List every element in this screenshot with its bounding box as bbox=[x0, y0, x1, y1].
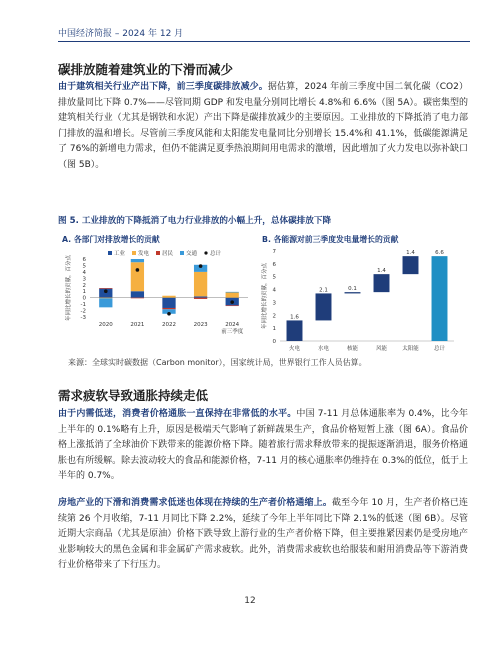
bar-segment bbox=[226, 292, 239, 293]
waterfall-bar bbox=[432, 256, 448, 341]
bar-segment bbox=[226, 293, 239, 298]
bar-segment bbox=[99, 298, 112, 299]
paragraph-lead: 房地产业的下滑和消费需求低迷也体现在持续的生产者价格通缩上。 bbox=[58, 498, 332, 508]
bar-segment bbox=[99, 288, 112, 289]
y-tick-label: 6 bbox=[272, 261, 276, 268]
y-tick-label: 5 bbox=[272, 274, 276, 281]
figure-source: 来源：全球实时碳数据（Carbon monitor），国家统计局，世界银行工作人员估算。 bbox=[68, 358, 367, 367]
total-marker bbox=[230, 300, 234, 304]
x-tick-label: 2022 bbox=[162, 322, 176, 328]
bar-segment bbox=[162, 296, 175, 298]
data-label: 1.6 bbox=[290, 314, 299, 321]
x-tick-label: 风能 bbox=[375, 346, 388, 352]
y-tick-label: 7 bbox=[272, 249, 276, 255]
x-tick-sublabel: 前三季度 bbox=[221, 329, 244, 335]
paragraph-body: 据估算，2024 年前三季度中国二氧化碳（CO2）排放量同比下降 0.7%——尽管同期 GDP 和发电量分别同比增长 4.8%和 6.6%（图 5A）。碳密集型的建筑相关行业（尤其是钢铁和水泥）产出下降是碳排放减少的主要原因。工业排放的下降抵消了电力部门排放的温和增长。尽管前三季度风能和太阳能发电量同比分别增长 15.4%和 41.1%，低碳能源满足了 76%的新增电力需求，但仍不能满足夏季热浪期间用电需求的激增，因此增加了火力发电以弥补缺口（图 5B）。 bbox=[58, 82, 468, 170]
legend-swatch-total bbox=[204, 251, 207, 254]
section-heading-inflation: 需求疲软导致通胀持续走低 bbox=[58, 388, 209, 403]
y-tick-label: 1 bbox=[82, 289, 86, 296]
paragraph-emissions bbox=[58, 80, 468, 173]
page-number: 12 bbox=[244, 596, 256, 606]
y-tick-label: 2 bbox=[272, 313, 276, 320]
x-tick-label: 核能 bbox=[346, 346, 359, 352]
data-label: 1.4 bbox=[377, 268, 386, 275]
y-tick-label: 5 bbox=[82, 263, 86, 270]
chart-a-title: A. 各部门对排放增长的贡献 bbox=[62, 235, 160, 244]
data-label: 6.6 bbox=[435, 250, 444, 257]
legend-swatch bbox=[108, 251, 112, 255]
chart-a-sector-contributions bbox=[60, 245, 255, 355]
total-marker bbox=[167, 312, 171, 316]
y-axis-label: 年同比增长的贡献，百分点 bbox=[66, 254, 72, 322]
total-marker bbox=[136, 268, 140, 272]
data-label: 2.1 bbox=[319, 287, 328, 294]
total-marker bbox=[104, 289, 108, 293]
bar-segment bbox=[162, 298, 175, 308]
waterfall-bar bbox=[403, 256, 419, 274]
legend-label: 工业 bbox=[114, 251, 126, 257]
x-tick-label: 2020 bbox=[98, 322, 113, 328]
chart-b-power-generation-contributions bbox=[258, 245, 458, 355]
bar-segment bbox=[226, 305, 239, 306]
legend-label: 居民 bbox=[162, 251, 174, 257]
header-rule bbox=[58, 41, 470, 42]
waterfall-bar bbox=[345, 292, 361, 293]
y-tick-label: 3 bbox=[272, 300, 276, 307]
x-tick-label: 水电 bbox=[317, 346, 330, 352]
x-tick-label: 火电 bbox=[288, 346, 301, 352]
x-tick-label: 2021 bbox=[130, 322, 145, 328]
bar-segment bbox=[99, 298, 112, 307]
paragraph-body: 中国 7-11 月总体通胀率为 0.4%，比今年上半年的 0.1%略有上升，原因是极端天气影响了新鲜蔬果生产，食品价格短暂上涨（图 6A）。食品价格上涨抵消了全球油价下跌带来的能源价格下降。随着旅行需求释放带来的提振逐渐消退，服务价格通胀也有所缓解。除去波动较大的食品和能源价格，7-11 月的核心通胀率仍维持在 0.3%的低位，低于上半年的 0.7%。 bbox=[58, 409, 468, 481]
legend-swatch bbox=[180, 251, 184, 255]
legend-swatch bbox=[156, 251, 160, 255]
bar-segment bbox=[131, 262, 144, 291]
paragraph-lead: 由于内需低迷，消费者价格通胀一直保持在非常低的水平。 bbox=[58, 409, 297, 419]
legend-label: 交通 bbox=[186, 251, 198, 257]
bar-segment bbox=[194, 296, 207, 297]
paragraph-lead: 由于建筑相关行业产出下降，前三季度碳排放减少。 bbox=[58, 82, 268, 92]
data-label: 0.1 bbox=[348, 286, 357, 293]
legend-swatch bbox=[132, 251, 136, 255]
bar-segment bbox=[194, 272, 207, 296]
waterfall-bar bbox=[316, 293, 332, 320]
y-tick-label: -1 bbox=[80, 302, 86, 309]
running-header: 中国经济简报 – 2024 年 12 月 bbox=[58, 29, 184, 39]
y-tick-label: 0 bbox=[272, 339, 276, 345]
paragraph-body: 截至今年 10 月，生产者价格已连续第 26 个月收缩，7-11 月同比下降 2.2%，延续了今年上半年同比下降 2.1%的低迷（图 6B）。尽管近期大宗商品（尤其是原油）价格下跌导致上游行业的生产者价格下降，但主要推紧因素仍是受房地产业影响较大的黑色金属和非金属矿产需求疲软。此外，消费需求疲软也给服装和耐用消费品等下游消费行业价格带来了下行压力。 bbox=[58, 498, 468, 570]
total-marker bbox=[199, 264, 203, 268]
data-label: 1.4 bbox=[406, 250, 415, 257]
y-tick-label: 4 bbox=[82, 269, 86, 276]
bar-segment bbox=[162, 308, 175, 309]
waterfall-bar bbox=[374, 274, 390, 292]
y-tick-label: -2 bbox=[80, 308, 86, 315]
section-heading-emissions: 碳排放随着建筑业的下滑而减少 bbox=[58, 62, 234, 77]
x-tick-label: 2024 bbox=[225, 322, 240, 328]
bar-segment bbox=[131, 298, 144, 299]
y-tick-label: 4 bbox=[272, 287, 276, 294]
paragraph-cpi bbox=[58, 407, 468, 485]
y-axis-label: 年同比增长的贡献，百分点 bbox=[262, 262, 268, 330]
bar-segment bbox=[131, 291, 144, 297]
x-tick-label: 太阳能 bbox=[402, 346, 419, 352]
legend-label: 总计 bbox=[210, 251, 222, 257]
y-tick-label: 0 bbox=[82, 295, 86, 302]
y-tick-label: -3 bbox=[80, 315, 86, 321]
x-tick-label: 总计 bbox=[433, 346, 446, 352]
paragraph-ppi bbox=[58, 496, 468, 574]
bar-segment bbox=[131, 259, 144, 262]
x-tick-label: 2023 bbox=[193, 322, 208, 328]
y-tick-label: 2 bbox=[82, 282, 86, 289]
waterfall-bar bbox=[287, 320, 303, 341]
y-tick-label: 3 bbox=[82, 276, 86, 283]
bar-segment bbox=[194, 298, 207, 299]
figure-title: 图 5. 工业排放的下降抵消了电力行业排放的小幅上升，总体碳排放下降 bbox=[58, 216, 332, 226]
y-tick-label: 6 bbox=[82, 257, 86, 263]
legend-label: 发电 bbox=[138, 251, 150, 257]
chart-b-title: B. 各能源对前三季度发电量增长的贡献 bbox=[262, 235, 399, 244]
y-tick-label: 1 bbox=[272, 326, 276, 333]
